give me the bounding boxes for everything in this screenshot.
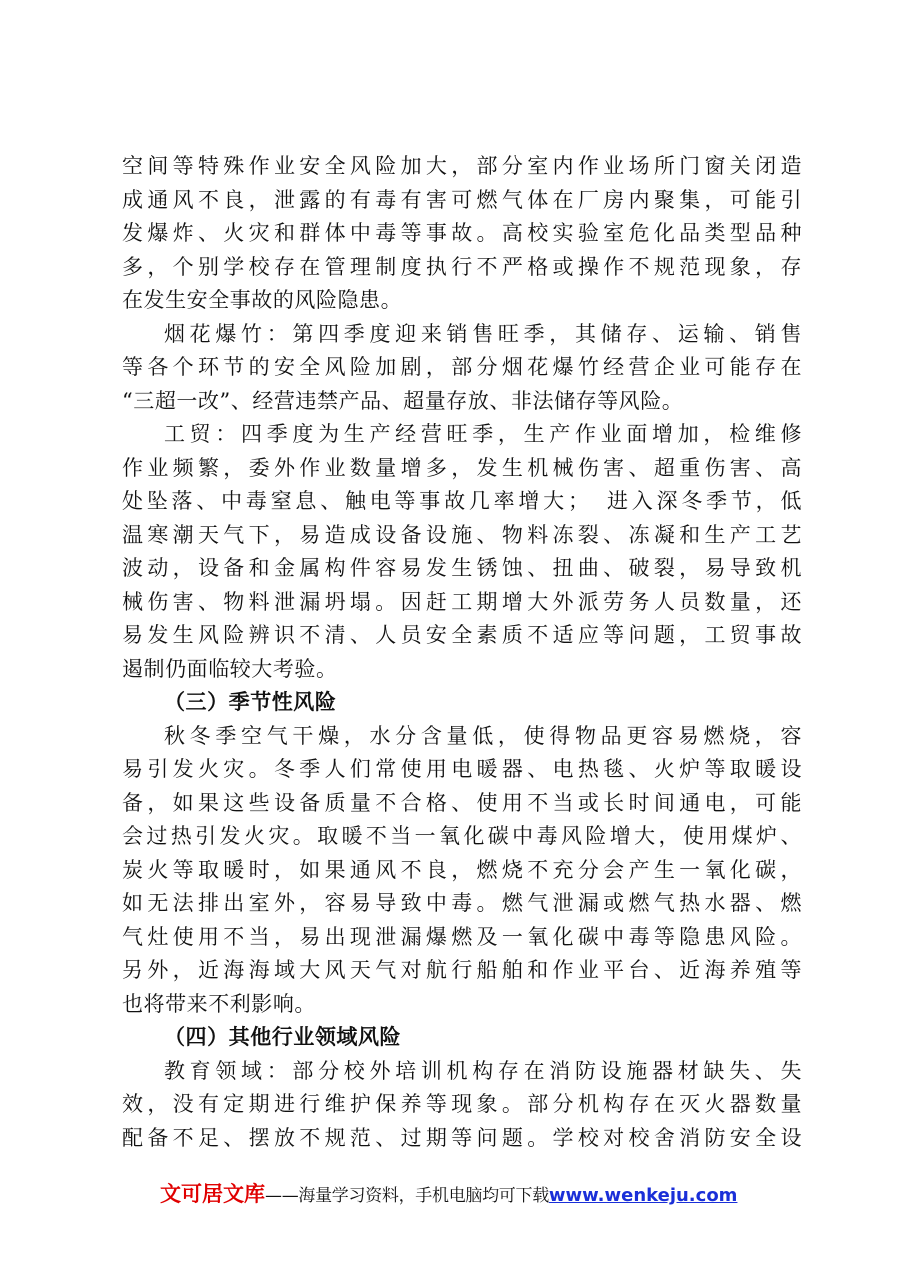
footer-banner xyxy=(160,1176,737,1212)
text-line: 在发生安全事故的风险隐患。 xyxy=(122,288,403,312)
section-heading: （四）其他行业领域风险 xyxy=(164,1025,402,1049)
text-line: 易发生风险辨识不清、人员安全素质不适应等问题，工贸事故 xyxy=(122,623,802,647)
section-heading: （三）季节性风险 xyxy=(164,690,337,714)
text-line: 遏制仍面临较大考验。 xyxy=(122,656,338,681)
text-line: 也将带来不利影响。 xyxy=(122,991,316,1016)
text-line: 工贸：四季度为生产经营旺季，生产作业面增加，检维修 xyxy=(164,422,802,446)
text-line: 效，没有定期进行维护保养等现象。部分机构存在灭火器数量 xyxy=(122,1092,802,1116)
text-line: 多，个别学校存在管理制度执行不严格或操作不规范现象，存 xyxy=(122,254,802,279)
text-line: 炭火等取暖时，如果通风不良，燃烧不充分会产生一氧化碳， xyxy=(122,857,802,882)
text-line: “三超一改”、经营违禁产品、超量存放、非法储存等风险。 xyxy=(122,388,684,413)
brand-name: 文可居文库 xyxy=(160,1182,265,1206)
text-line: 秋冬季空气干燥，水分含量低，使得物品更容易燃烧，容 xyxy=(164,723,802,748)
text-line: 等各个环节的安全风险加剧，部分烟花爆竹经营企业可能存在 xyxy=(122,355,802,379)
text-line: 气灶使用不当，易出现泄漏爆燃及一氧化碳中毒等隐患风险。 xyxy=(122,924,802,949)
text-line: 备，如果这些设备质量不合格、使用不当或长时间通电，可能 xyxy=(122,790,802,815)
text-line: 成通风不良，泄露的有毒有害可燃气体在厂房内聚集，可能引 xyxy=(122,187,802,212)
text-line: 空间等特殊作业安全风险加大，部分室内作业场所门窗关闭造 xyxy=(122,154,802,178)
text-line: 发爆炸、火灾和群体中毒等事故。高校实验室危化品类型品种 xyxy=(122,221,802,245)
text-line: 另外，近海海域大风天气对航行船舶和作业平台、近海养殖等 xyxy=(122,958,802,982)
text-line: 烟花爆竹：第四季度迎来销售旺季，其储存、运输、销售 xyxy=(164,321,802,346)
text-line: 配备不足、摆放不规范、过期等问题。学校对校舍消防安全设 xyxy=(122,1125,802,1150)
text-line: 波动，设备和金属构件容易发生锈蚀、扭曲、破裂，易导致机 xyxy=(122,556,802,580)
footer-tagline: ——海量学习资料，手机电脑均可下载 xyxy=(265,1186,549,1206)
text-line: 如无法排出室外，容易导致中毒。燃气泄漏或燃气热水器、燃 xyxy=(122,891,802,915)
document-body xyxy=(122,150,802,1155)
text-line: 温寒潮天气下，易造成设备设施、物料冻裂、冻凝和生产工艺 xyxy=(122,522,802,547)
text-line: 作业频繁，委外作业数量增多，发生机械伤害、超重伤害、高 xyxy=(122,455,802,480)
text-line: 处坠落、中毒窒息、触电等事故几率增大； 进入深冬季节，低 xyxy=(122,489,802,513)
text-line: 会过热引发火灾。取暖不当一氧化碳中毒风险增大，使用煤炉、 xyxy=(122,824,802,848)
website-link[interactable]: www.wenkeju.com xyxy=(548,1185,738,1206)
text-line: 教育领域：部分校外培训机构存在消防设施器材缺失、失 xyxy=(164,1058,802,1083)
text-line: 易引发火灾。冬季人们常使用电暖器、电热毯、火炉等取暖设 xyxy=(122,757,802,781)
text-line: 械伤害、物料泄漏坍塌。因赶工期增大外派劳务人员数量，还 xyxy=(122,589,802,614)
